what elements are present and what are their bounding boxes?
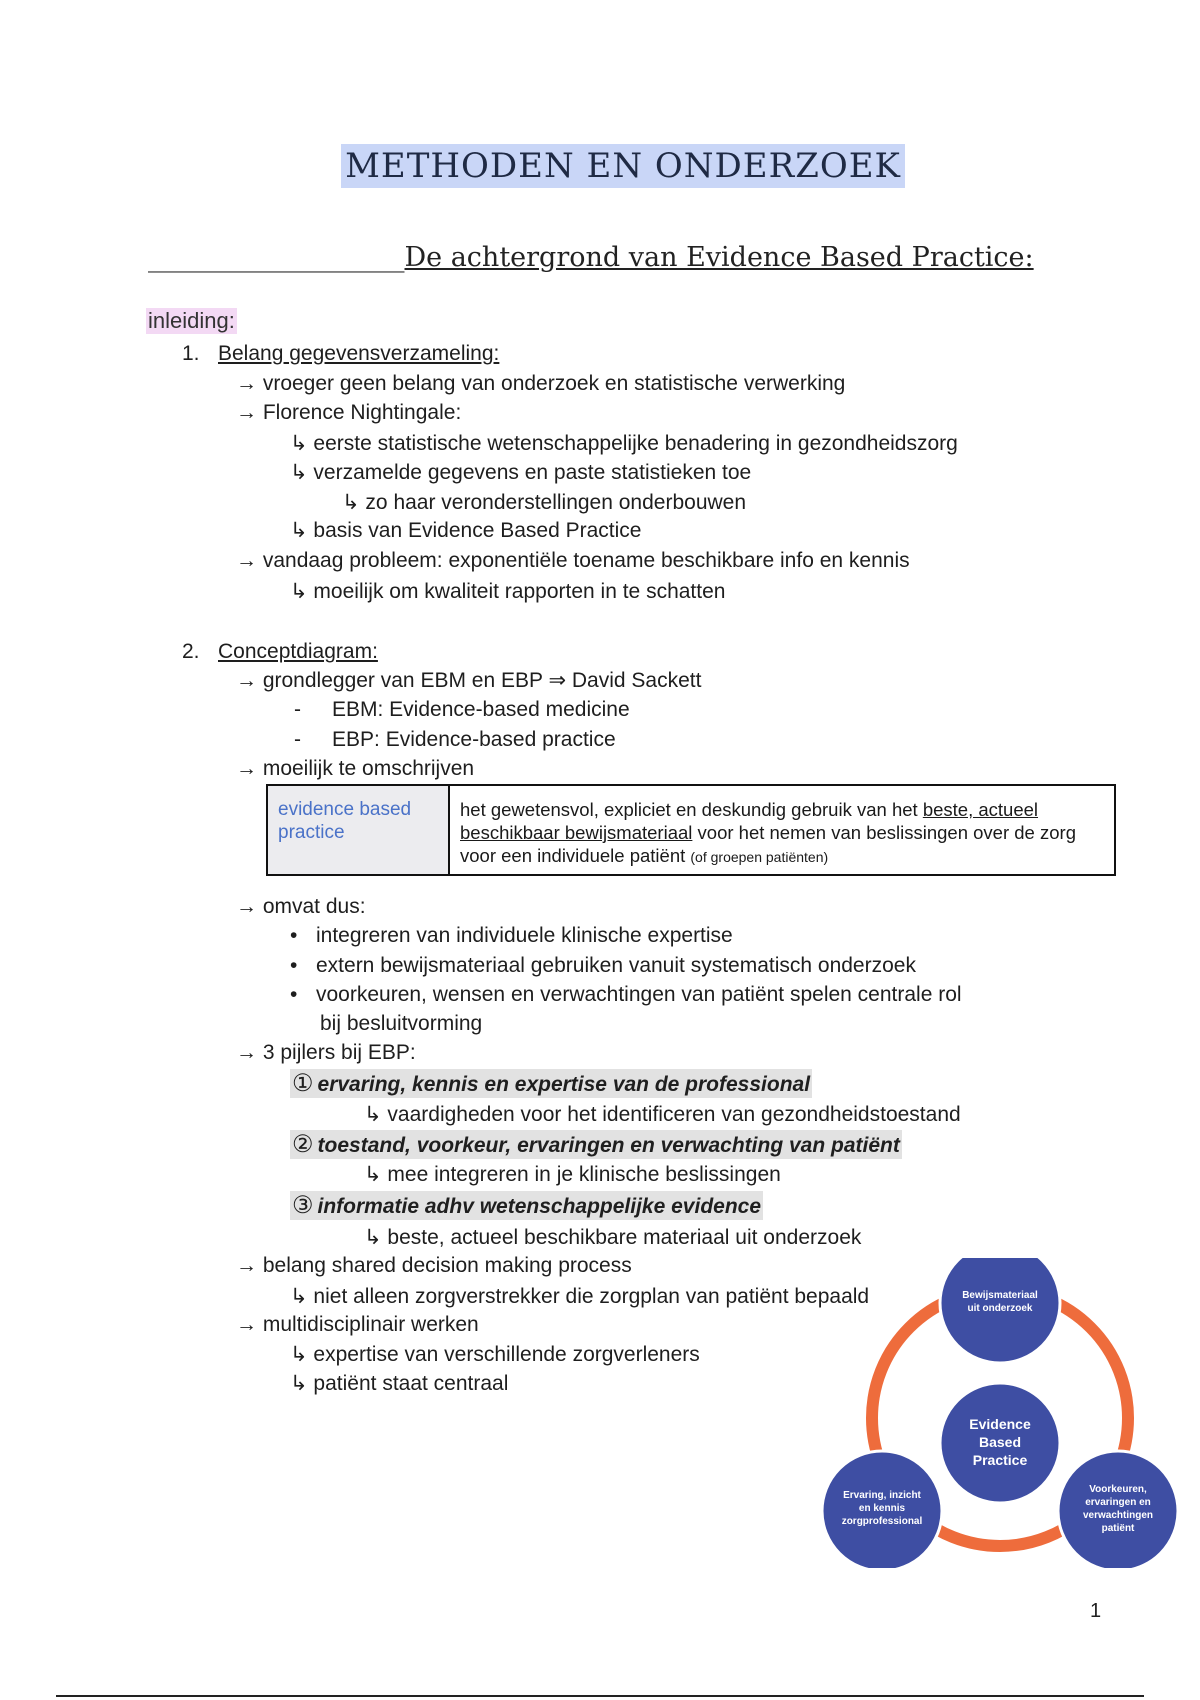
diagram-label-center: Practice xyxy=(972,1452,1028,1468)
definition-table xyxy=(266,784,1116,876)
diagram-label-right: verwachtingen xyxy=(1082,1510,1154,1521)
pillar-1: ① ervaring, kennis en expertise van de professional xyxy=(292,1070,811,1097)
list-item: voorkeuren, wensen en verwachtingen van patiënt spelen centrale rol xyxy=(316,983,962,1006)
diagram-label-left: zorgprofessional xyxy=(841,1516,923,1527)
pillar-2: ② toestand, voorkeur, ervaringen en verwachting van patiënt xyxy=(292,1131,900,1158)
list-item: ↳ verzamelde gegevens en paste statistieken toe xyxy=(290,461,752,484)
list-item: → vandaag probleem: exponentiële toename beschikbare info en kennis xyxy=(236,549,910,572)
list-item: ↳ expertise van verschillende zorgverleners xyxy=(290,1343,700,1366)
definition-term: evidence based practice xyxy=(268,786,450,874)
bullet: • xyxy=(290,954,298,977)
list-item: ↳ vaardigheden voor het identificeren van gezondheidstoestand xyxy=(364,1103,961,1126)
list-item: ↳ moeilijk om kwaliteit rapporten in te schatten xyxy=(290,580,726,603)
diagram-label-top: Bewijsmateriaal xyxy=(962,1290,1038,1301)
intro-label: inleiding: xyxy=(148,308,235,333)
page-title: METHODEN EN ONDERZOEK xyxy=(0,146,1200,186)
list-item: extern bewijsmateriaal gebruiken vanuit systematisch onderzoek xyxy=(316,954,916,977)
dash-bullet: - xyxy=(294,698,301,721)
diagram-label-left: Ervaring, inzicht xyxy=(843,1490,921,1501)
list-item: ↳ zo haar veronderstellingen onderbouwen xyxy=(342,491,747,514)
diagram-label-right: patiënt xyxy=(1101,1523,1135,1534)
section-title: ___________________De achtergrond van Evidence Based Practice: xyxy=(148,242,1034,273)
list-item: → 3 pijlers bij EBP: xyxy=(236,1041,416,1064)
diagram-label-left: en kennis xyxy=(858,1503,906,1514)
diagram-label-right: ervaringen en xyxy=(1085,1497,1151,1508)
pillar-3: ③ informatie adhv wetenschappelijke evidence xyxy=(292,1192,762,1219)
list-item: ↳ niet alleen zorgverstrekker die zorgplan van patiënt bepaald xyxy=(290,1285,870,1308)
list-item: → vroeger geen belang van onderzoek en statistische verwerking xyxy=(236,372,846,395)
list-item: ↳ mee integreren in je klinische beslissingen xyxy=(364,1163,781,1186)
list-item: → Florence Nightingale: xyxy=(236,401,462,424)
list-item: ↳ basis van Evidence Based Practice xyxy=(290,519,642,542)
list-item: → omvat dus: xyxy=(236,895,366,918)
list-item: → belang shared decision making process xyxy=(236,1254,632,1277)
diagram-label-center: Evidence xyxy=(969,1416,1031,1432)
diagram-label-right: Voorkeuren, xyxy=(1089,1484,1147,1495)
list-item: → moeilijk te omschrijven xyxy=(236,757,475,780)
list-item: ↳ patiënt staat centraal xyxy=(290,1372,509,1395)
page-number: 1 xyxy=(1090,1600,1102,1622)
bullet: • xyxy=(290,924,298,947)
list-item: bij besluitvorming xyxy=(320,1012,483,1035)
section-1-heading: Belang gegevensverzameling: xyxy=(218,342,500,365)
list-item: EBM: Evidence-based medicine xyxy=(332,698,630,721)
list-item: → multidisciplinair werken xyxy=(236,1313,479,1336)
list-item: → grondlegger van EBM en EBP ⇒ David Sackett xyxy=(236,669,702,692)
definition-text: het gewetensvol, expliciet en deskundig gebruik van het beste, actueel beschikbaar bewijsmateriaal voor het nemen van beslissingen over de zorg voor een individuele patiënt (of groepen patiënten) xyxy=(460,799,1076,866)
diagram-label-center: Based xyxy=(978,1434,1022,1450)
list-item: ↳ eerste statistische wetenschappelijke benadering in gezondheidszorg xyxy=(290,432,958,455)
section-2-number: 2. xyxy=(182,640,200,663)
section-1-number: 1. xyxy=(182,342,200,365)
list-item: EBP: Evidence-based practice xyxy=(332,728,616,751)
ebp-diagram xyxy=(820,1258,1186,1568)
list-item: ↳ beste, actueel beschikbare materiaal uit onderzoek xyxy=(364,1226,862,1249)
section-2-heading: Conceptdiagram: xyxy=(218,640,378,663)
dash-bullet: - xyxy=(294,728,301,751)
bullet: • xyxy=(290,983,298,1006)
list-item: integreren van individuele klinische expertise xyxy=(316,924,733,947)
diagram-label-top: uit onderzoek xyxy=(967,1303,1033,1314)
footer-divider xyxy=(56,1695,1144,1697)
